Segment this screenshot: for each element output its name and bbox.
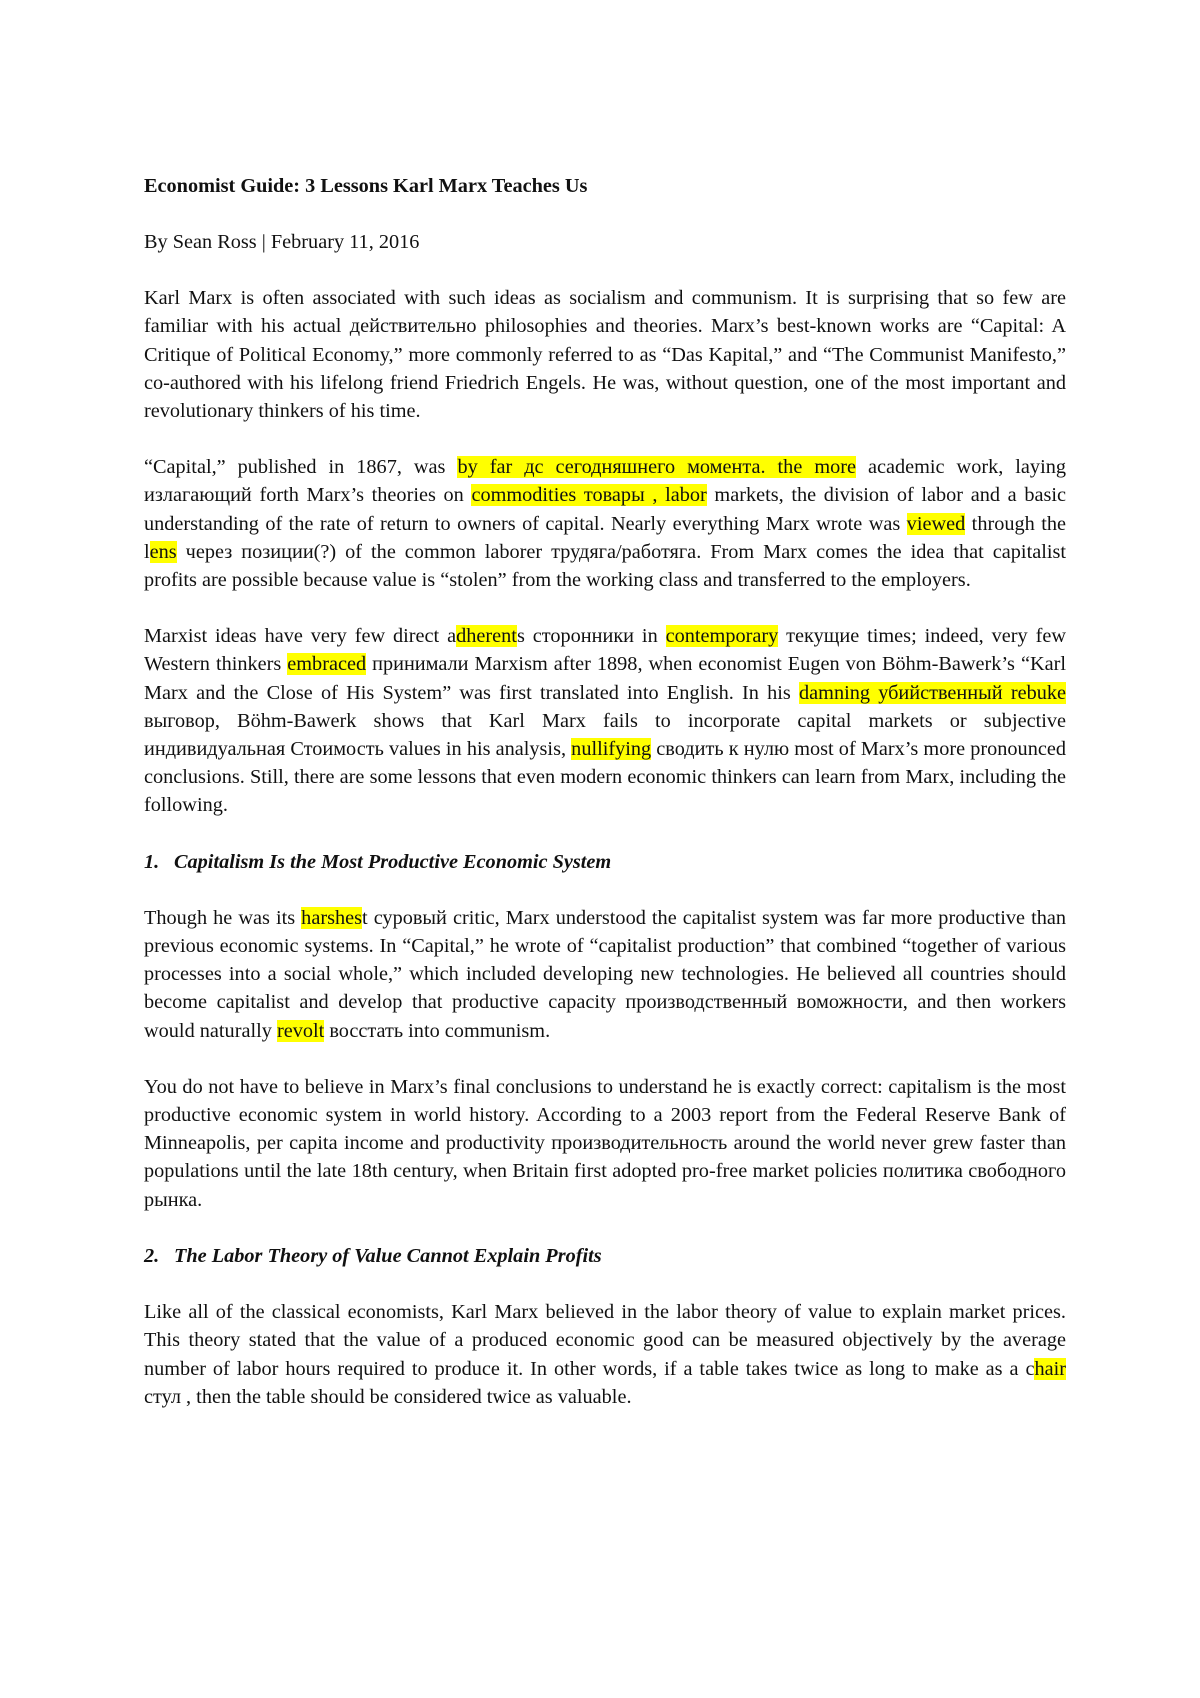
text-run: восстать into communism. xyxy=(324,1019,551,1042)
highlighted-text: viewed xyxy=(906,512,966,535)
text-run: “Capital,” published in 1867, was xyxy=(144,456,458,479)
section-number: 1. xyxy=(144,850,160,873)
text-run: выговор, Böhm-Bawerk shows that Karl Marx fails to incorporate capital markets or subjective индивидуальная Стоимость values in his analysis, xyxy=(144,709,1066,761)
text-run: academic work, laying излагающий forth Marx’s theories on xyxy=(144,456,1066,507)
text-run: Marxist ideas have very few direct a xyxy=(144,625,457,648)
text-run: s сторонники in xyxy=(516,625,666,648)
byline: By Sean Ross | February 11, 2016 xyxy=(144,231,420,253)
highlighted-text: damning убийственный rebuke xyxy=(799,681,1066,704)
paragraph-harshest-critic xyxy=(144,904,1066,1045)
text-run: через позиции(?) of the common laborer трудяга/работяга. From Marx comes the idea that capitalist profits are possible because value is “stolen” from the working class and transferred to the employers. xyxy=(144,540,1066,592)
text-run: through the l xyxy=(144,512,1066,563)
highlighted-text: contemporary xyxy=(665,625,779,648)
text-run: сводить к нулю most of Marx’s more pronounced conclusions. Still, there are some lessons that even modern economic thinkers can learn from Marx, including the following. xyxy=(144,738,1066,817)
section-number: 2. xyxy=(144,1244,160,1267)
highlighted-text: by far дс сегодняшнего момента. the more xyxy=(457,456,856,479)
text-run: Though he was its xyxy=(144,906,302,929)
section-heading-1 xyxy=(144,848,1066,876)
highlighted-text: nullifying xyxy=(571,738,652,761)
text-run: принимали Marxism after 1898, when economist Eugen von Böhm-Bawerk’s “Karl Marx and the Close of His System” was first translated into English. In his xyxy=(144,653,1066,704)
text-run: t суровый critic, Marx understood the capitalist system was far more productive than previous economic systems. In “Capital,” he wrote of “capitalist production” that combined “together of various processes into a social whole,” which included developing new technologies. He believed all countries should become capitalist and develop that productive capacity производственный воможности, and then workers would naturally xyxy=(144,906,1067,1042)
paragraph-intro: Karl Marx is often associated with such ideas as socialism and communism. It is surprising that so few are familiar with his actual действительно philosophies and theories. Marx’s best-known works are “Capital: A Critique of Political Economy,” more commonly referred to as “Das Kapital,” and “The Communist Manifesto,” co-authored with his lifelong friend Friedrich Engels. He was, without question, one of the most important and revolutionary thinkers of his time. xyxy=(144,287,1066,423)
text-run: Like all of the classical economists, Karl Marx believed in the labor theory of value to explain market prices. This theory stated that the value of a produced economic good can be measured objectively by the average number of labor hours required to produce it. In other words, if a table takes twice as long to make as a c xyxy=(144,1301,1066,1380)
text-run: стул , then the table should be considered twice as valuable. xyxy=(144,1385,632,1408)
highlighted-text: commodities товары , labor xyxy=(471,484,707,507)
highlighted-text: harshes xyxy=(301,906,362,929)
highlighted-text: ens xyxy=(149,540,177,563)
paragraph-labor-theory xyxy=(144,1298,1066,1411)
paragraph-capital xyxy=(144,453,1066,594)
section-title: Capitalism Is the Most Productive Economic System xyxy=(174,850,612,873)
paragraph-final-conclusions: You do not have to believe in Marx’s final conclusions to understand he is exactly correct: capitalism is the most productive economic system in world history. According to a 2003 report from the Federal Reserve Bank of Minneapolis, per capita income and productivity производительность around the world never grew faster than populations until the late 18th century, when Britain first adopted pro-free market policies политика свободного рынка. xyxy=(144,1075,1066,1211)
document-title: Economist Guide: 3 Lessons Karl Marx Teaches Us xyxy=(144,175,588,197)
text-run: markets, the division of labor and a basic understanding of the rate of return to owners of capital. Nearly everything Marx wrote was xyxy=(144,484,1066,535)
section-heading-2 xyxy=(144,1242,1066,1270)
highlighted-text: dherent xyxy=(456,625,517,648)
paragraph-marxist-ideas xyxy=(144,622,1066,819)
section-title: The Labor Theory of Value Cannot Explain Profits xyxy=(174,1244,602,1267)
highlighted-text: revolt xyxy=(276,1019,325,1042)
highlighted-text: embraced xyxy=(287,653,367,676)
highlighted-text: hair xyxy=(1034,1357,1066,1380)
text-run: текущие times; indeed, very few Western thinkers xyxy=(144,625,1066,676)
